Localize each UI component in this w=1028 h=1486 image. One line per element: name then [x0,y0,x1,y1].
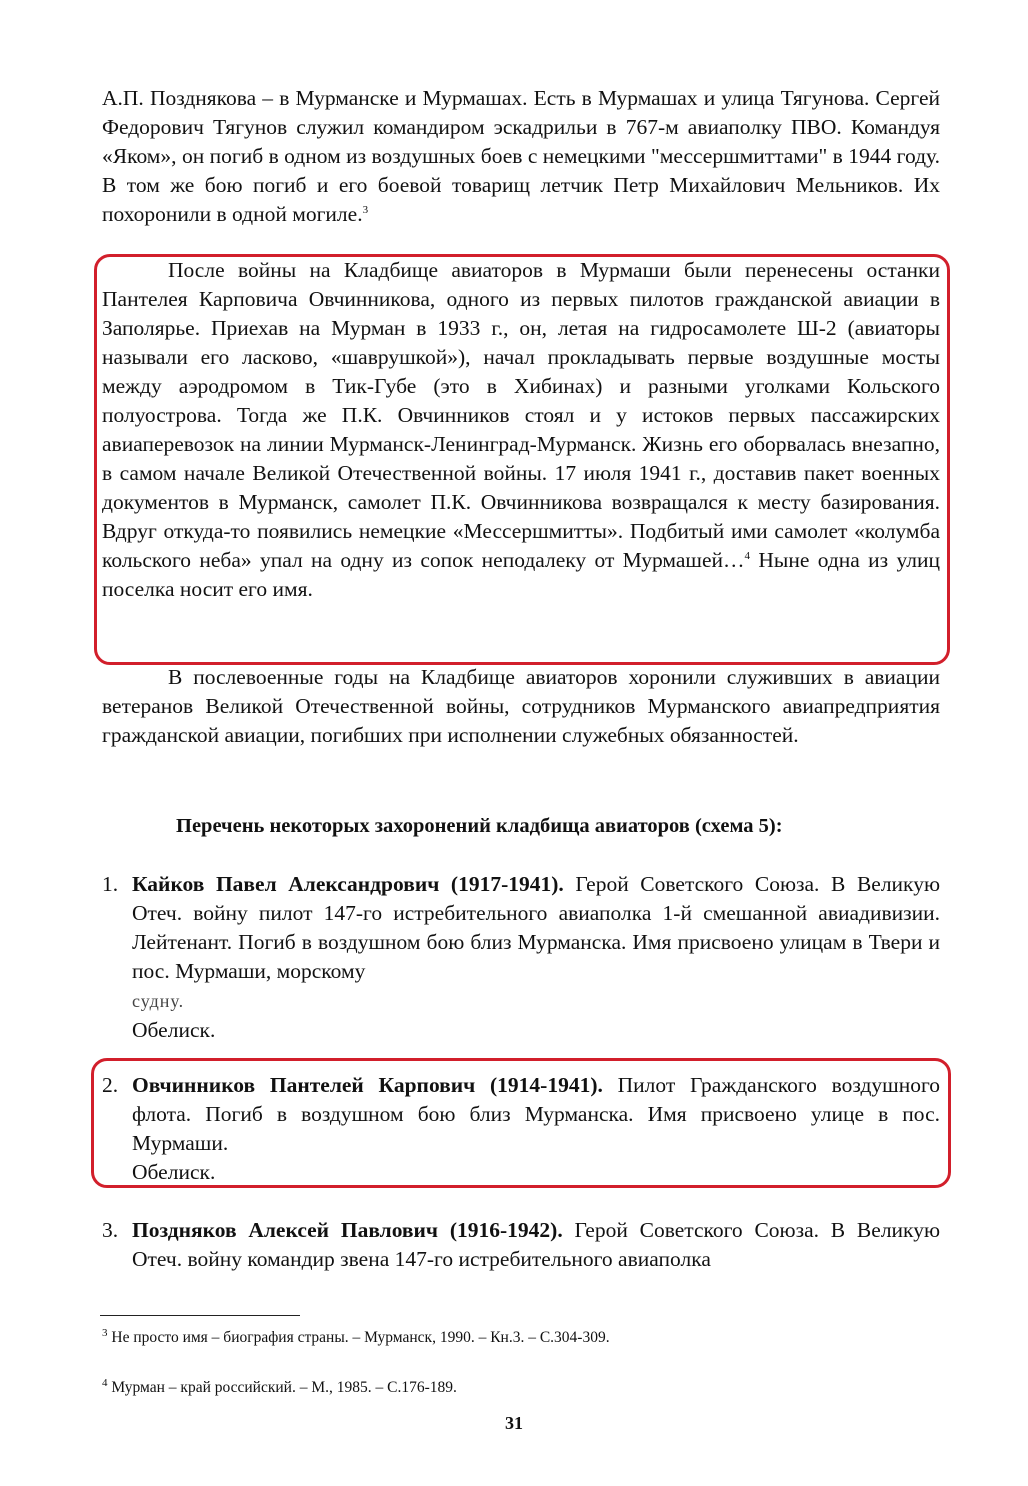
list-item [102,1216,940,1274]
paragraph-text: В послевоенные годы на Кладбище авиаторов хоронили служивших в авиации ветеранов Великой Отечественной войны, сотрудников Мурманского авиапредприятия гражданской авиации, погибших при исполнении служебных обязанностей. [102,665,940,747]
list-item [102,870,940,1045]
person-name: Поздняков Алексей Павлович (1916-1942). [132,1218,563,1242]
garbled-text: судну. [132,991,185,1011]
person-name: Овчинников Пантелей Карпович (1914-1941). [132,1073,603,1097]
item-description: Пилот Гражданского воздушного флота. Погиб в воздушном бою близ Мурманска. Имя присвоено улице в пос. Мурмаши. [132,1073,940,1155]
list-number: 3. [102,1218,119,1242]
item-description: Герой Советского Союза. В Великую Отеч. войну пилот 147-го истребительного авиаполка 1-й смешанной авиадивизии. Лейтенант. Погиб в воздушном бою близ Мурманска. Имя присвоено улицам в Твери и пос. Мурмаши, морскому [132,872,941,983]
memorial-type: Обелиск. [132,1018,216,1042]
highlight-box-list-item [91,1058,951,1188]
footnote-text: Мурман – край российский. – М., 1985. – С.176-189. [111,1379,457,1396]
footnote-text: Не просто имя – биография страны. – Мурманск, 1990. – Кн.3. – С.304-309. [111,1329,610,1346]
list-number: 1. [102,872,119,896]
paragraph-intro [102,84,940,229]
footnote [102,1328,940,1348]
section-heading: Перечень некоторых захоронений кладбища авиаторов (схема 5): [176,815,783,837]
footnote-number: 3 [102,1326,108,1339]
paragraph-text: А.П. Позднякова – в Мурманске и Мурмашах. Есть в Мурмашах и улица Тягунова. Сергей Федорович Тягунов служил командиром эскадрильи в 767-м авиаполку ПВО. Командуя «Яком», он погиб в одном из воздушных боев с немецкими "мессершмиттами" в 1944 году. В том же бою погиб и его боевой товарищ летчик Петр Михайлович Мельников. Их похоронили в одной могиле. [102,86,940,226]
paragraph-postwar [102,663,940,750]
paragraph-text-continued: Ныне одна из улиц поселка носит его имя. [102,548,940,601]
highlight-box-paragraph [94,254,950,665]
footnote-ref-4[interactable]: 4 [744,549,751,562]
item-description: Герой Советского Союза. В Великую Отеч. войну командир звена 147-го истребительного авиаполка [132,1218,941,1271]
list-number: 2. [102,1073,119,1097]
footnote-divider [100,1315,300,1316]
footnote [102,1378,940,1398]
footnote-number: 4 [102,1376,108,1389]
page-number: 31 [505,1413,523,1433]
paragraph-text: После войны на Кладбище авиаторов в Мурмаши были перенесены останки Пантелея Карповича Овчинникова, одного из первых пилотов гражданской авиации в Заполярье. Приехав на Мурман в 1933 г., он, летая на гидросамолете Ш-2 (авиаторы называли его ласково, «шаврушкой»), начал прокладывать первые воздушные мосты между аэродромом в Тик-Губе (это в Хибинах) и разными уголками Кольского полуострова. Тогда же П.К. Овчинников стоял и у истоков первых пассажирских авиаперевозок на линии Мурманск-Ленинград-Мурманск. Жизнь его оборвалась внезапно, в самом начале Великой Отечественной войны. 17 июля 1941 г., доставив пакет военных документов в Мурманск, самолет П.К. Овчинникова возвращался к месту базирования. Вдруг откуда-то появились немецкие «Мессершмитты». Подбитый ими самолет «колумба кольского неба» упал на одну из сопок неподалеку от Мурмашей… [102,258,940,572]
footnote-ref-3[interactable]: 3 [362,203,369,216]
memorial-type: Обелиск. [132,1160,216,1184]
person-name: Кайков Павел Александрович (1917-1941). [132,872,564,896]
